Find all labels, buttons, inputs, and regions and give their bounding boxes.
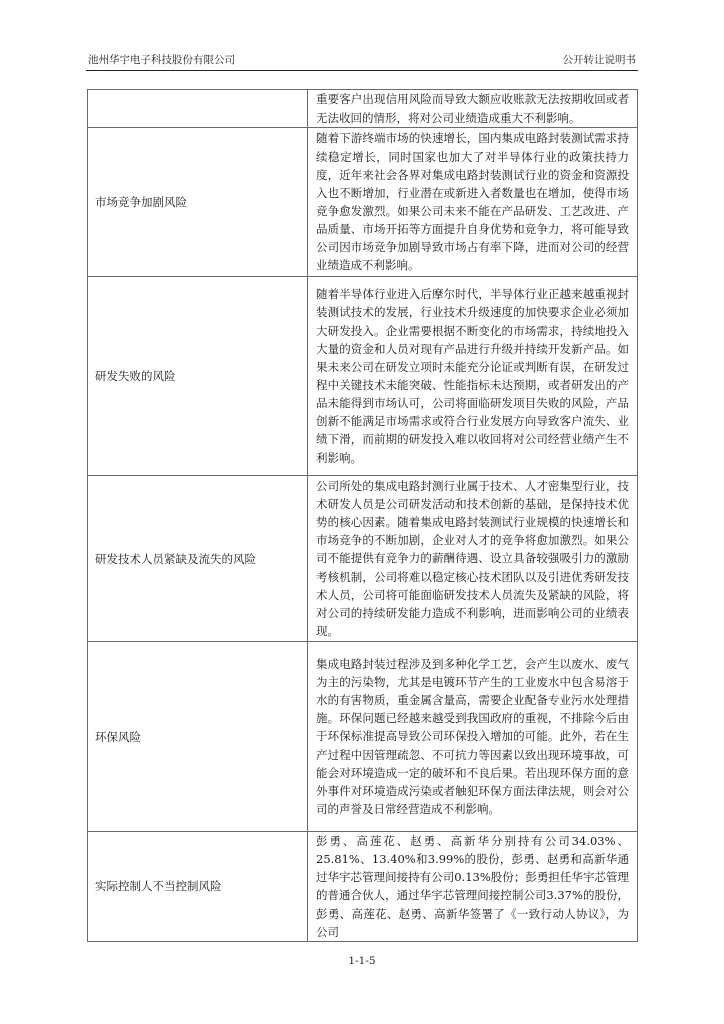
risk-description-cell: 集成电路封装过程涉及到多种化学工艺，会产生以废水、废气为主的污染物，尤其是电镀环节产生的工业废水中包含易溶于水的有害物质，重金属含量高，需要企业配备专业污水处理措施。环保问题已经越来越受到我国政府的重视，不排除今后由于环保标准提高导致公司环保投入增加的可能。此外，若在生产过程中因管理疏忽、不可抗力等因素以致出现环境事故，可能会对环境造成一定的破坏和不良后果。若出现环保方面的意外事件对环境造成污染或者触犯环保方面法律法规，则会对公司的声誉及日常经营造成不利影响。 — [308, 642, 638, 832]
table-row — [88, 128, 638, 277]
table-row — [88, 642, 638, 832]
table-row — [88, 832, 638, 942]
risk-category-cell: 研发技术人员紧缺及流失的风险 — [88, 476, 308, 642]
risk-description-cell: 随着半导体行业进入后摩尔时代，半导体行业正越来越重视封装测试技术的发展，行业技术升级速度的加快要求企业必须加大研发投入。企业需要根据不断变化的市场需求，持续地投入大量的资金和人员对现有产品进行升级并持续开发新产品。如果未来公司在研发立项时未能充分论证或判断有误，在研发过程中关键技术未能突破、性能指标未达预期，或者研发出的产品未能得到市场认可，公司将面临研发项目失败的风险，产品创新不能满足市场需求或符合行业发展方向导致客户流失、业绩下滑，而前期的研发投入难以收回将对公司经营业绩产生不利影响。 — [308, 277, 638, 476]
risk-description-cell: 随着下游终端市场的快速增长，国内集成电路封装测试需求持续稳定增长，同时国家也加大了对半导体行业的政策扶持力度，近年来社会各界对集成电路封装测试行业的资金和资源投入也不断增加，行业潜在或新进入者数量也在增加，使得市场竞争愈发激烈。如果公司未来不能在产品研发、工艺改进、产品质量、市场开拓等方面提升自身优势和竞争力，将可能导致公司因市场竞争加剧导致市场占有率下降，进而对公司的经营业绩造成不利影响。 — [308, 128, 638, 277]
risk-category-cell — [88, 90, 308, 128]
risk-category-cell: 市场竞争加剧风险 — [88, 128, 308, 277]
risk-category-cell: 环保风险 — [88, 642, 308, 832]
company-name: 池州华宇电子科技股份有限公司 — [88, 54, 235, 66]
risk-factor-table — [87, 89, 638, 942]
table-row — [88, 90, 638, 128]
page-header — [86, 52, 638, 71]
document-title: 公开转让说明书 — [562, 54, 636, 66]
table-row — [88, 277, 638, 476]
risk-category-cell: 实际控制人不当控制风险 — [88, 832, 308, 942]
table-row — [88, 476, 638, 642]
risk-description-cell: 彭勇、高莲花、赵勇、高新华分别持有公司34.03%、25.81%、13.40%和3.99%的股份，彭勇、赵勇和高新华通过华宇芯管理间接持有公司0.13%股份；彭勇担任华宇芯管理的普通合伙人，通过华宇芯管理间接控制公司3.37%的股份，彭勇、高莲花、赵勇、高新华签署了《一致行动人协议》，为公司 — [308, 832, 638, 942]
risk-description-cell: 公司所处的集成电路封测行业属于技术、人才密集型行业，技术研发人员是公司研发活动和技术创新的基础，是保持技术优势的核心因素。随着集成电路封装测试行业规模的快速增长和市场竞争的不断加剧，企业对人才的竞争将愈加激烈。如果公司不能提供有竞争力的薪酬待遇、设立具备较强吸引力的激励考核机制，公司将难以稳定核心技术团队以及引进优秀研发技术人员，公司将可能面临研发技术人员流失及紧缺的风险，将对公司的持续研发能力造成不利影响，进而影响公司的业绩表现。 — [308, 476, 638, 642]
risk-category-cell: 研发失败的风险 — [88, 277, 308, 476]
risk-description-cell: 重要客户出现信用风险而导致大额应收账款无法按期收回或者无法收回的情形，将对公司业绩造成重大不利影响。 — [308, 90, 638, 128]
page-number: 1-1-5 — [348, 955, 376, 967]
